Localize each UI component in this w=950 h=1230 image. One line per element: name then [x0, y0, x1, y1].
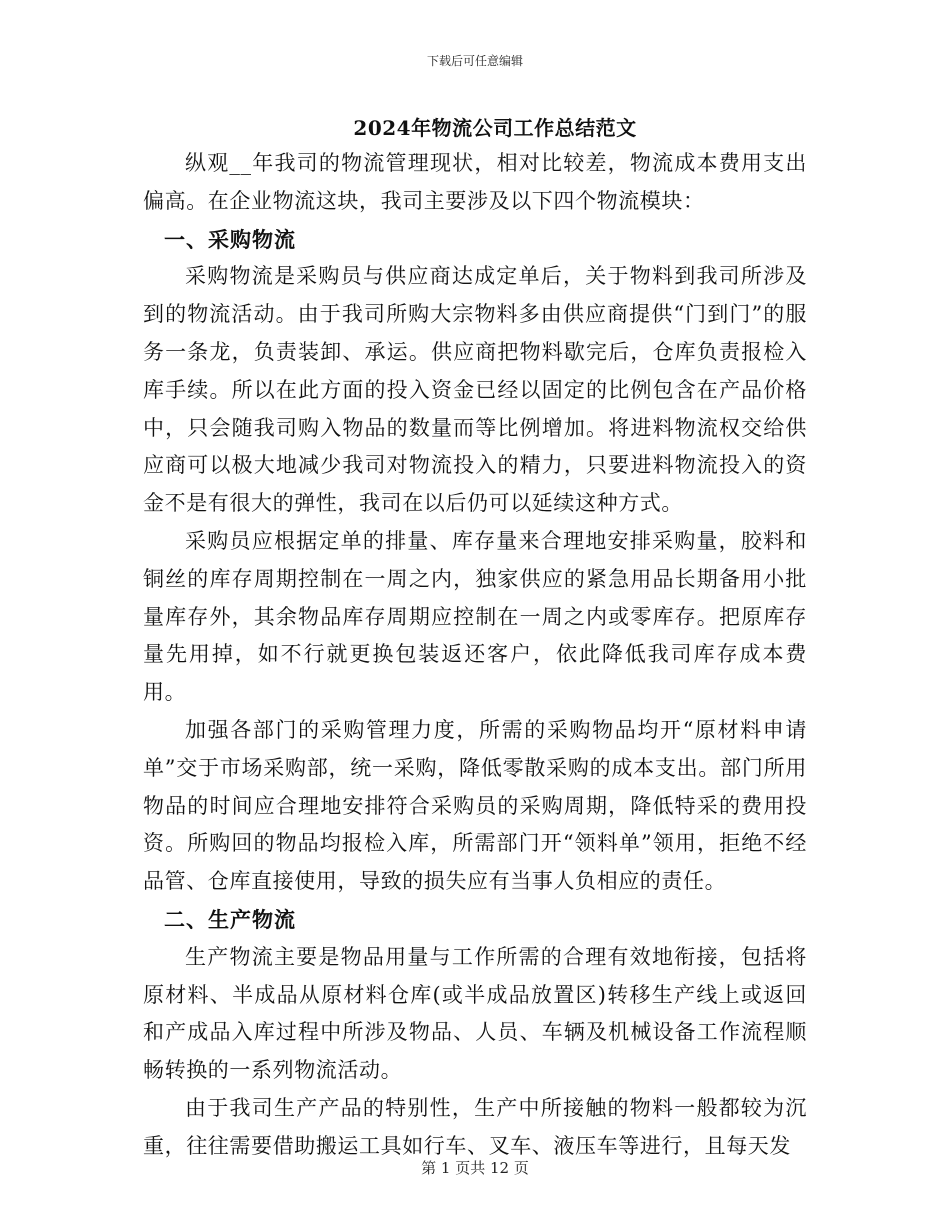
body-paragraph: 由于我司生产产品的特别性，生产中所接触的物料一般都较为沉重，往往需要借助搬运工具如行车、叉车、液压车等进行，且每天发 — [143, 1095, 807, 1158]
section-heading-purchasing: 一、采购物流 — [164, 226, 296, 252]
page-header: 下载后可任意编辑 — [426, 54, 523, 68]
body-paragraph: 采购物流是采购员与供应商达成定单后，关于物料到我司所涉及到的物流活动。由于我司所购大宗物料多由供应商提供“门到门”的服务一条龙，负责装卸、承运。供应商把物料歇完后，仓库负责报检入库手续。所以在此方面的投入资金已经以固定的比例包含在产品价格中，只会随我司购入物品的数量而等比例增加。将进料物流权交给供应商可以极大地减少我司对物流投入的精力，只要进料物流投入的资金不是有很大的弹性，我司在以后仍可以延续这种方式。 — [143, 264, 807, 516]
document-title: 2024年物流公司工作总结范文 — [353, 116, 637, 140]
body-paragraph: 采购员应根据定单的排量、库存量来合理地安排采购量，胶料和铜丝的库存周期控制在一周之内，独家供应的紧急用品长期备用小批量库存外，其余物品库存周期应控制在一周之内或零库存。把原库存量先用掉，如不行就更换包装返还客户，依此降低我司库存成本费用。 — [143, 528, 807, 705]
intro-paragraph: 纵观__年我司的物流管理现状，相对比较差，物流成本费用支出偏高。在企业物流这块，我司主要涉及以下四个物流模块： — [143, 151, 807, 213]
page-number: 第 1 页共 12 页 — [421, 1159, 529, 1177]
document-body — [143, 145, 807, 1166]
body-paragraph: 生产物流主要是物品用量与工作所需的合理有效地衔接，包括将原材料、半成品从原材料仓库(或半成品放置区)转移生产线上或返回和产成品入库过程中所涉及物品、人员、车辆及机械设备工作流程顺畅转换的一系列物流活动。 — [143, 944, 807, 1083]
section-heading-production: 二、生产物流 — [164, 906, 296, 932]
body-paragraph: 加强各部门的采购管理力度，所需的采购物品均开“原材料申请单”交于市场采购部，统一采购，降低零散采购的成本支出。部门所用物品的时间应合理地安排符合采购员的采购周期，降低特采的费用投资。所购回的物品均报检入库，所需部门开“领料单”领用，拒绝不经品管、仓库直接使用，导致的损失应有当事人负相应的责任。 — [143, 717, 807, 894]
